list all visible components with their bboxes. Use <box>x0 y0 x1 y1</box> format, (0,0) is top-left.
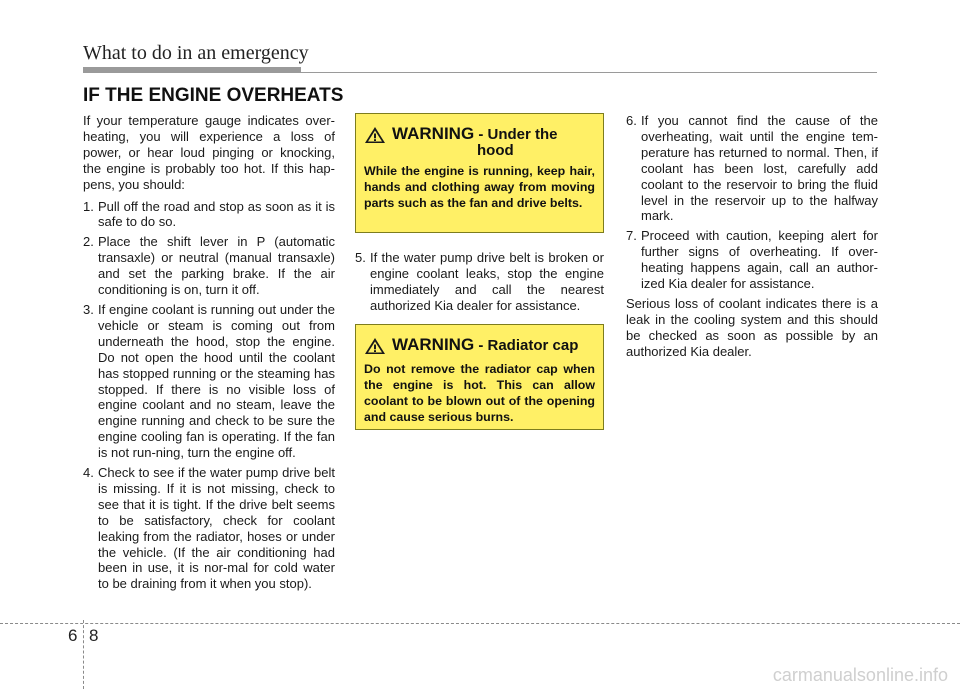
list-number: 7. <box>626 228 637 244</box>
list-item-1 <box>83 199 335 231</box>
column-1 <box>83 113 335 592</box>
list-text: If you cannot find the cause of the overheating, wait until the engine tem-perature has returned to normal. Then, if coolant has been lost, carefully add coolant to the reservoir to bring the fluid level in the reservoir up to the halfway mark. <box>641 113 878 224</box>
warning-subtitle-continued: hood <box>477 142 514 159</box>
warning-subtitle: - Under the <box>478 126 558 143</box>
header-rule <box>83 72 877 73</box>
page-number: 8 <box>89 626 99 645</box>
warning-title <box>392 337 578 354</box>
warning-label: WARNING <box>392 124 475 143</box>
list-item-2 <box>83 234 335 298</box>
list-text: Place the shift lever in P (automatic transaxle) or neutral (manual transaxle) and set the parking brake. If the air conditioning is on, turn it off. <box>98 234 335 298</box>
running-header-title: What to do in an emergency <box>83 42 309 64</box>
closing-paragraph: Serious loss of coolant indicates there is a leak in the cooling system and this should be checked as soon as possible by an authorized Kia dealer. <box>626 295 878 359</box>
list-item-3 <box>83 302 335 461</box>
list-text: Proceed with caution, keeping alert for further signs of overheating. If over-heating happens again, call an author-ized Kia dealer for assistance. <box>641 228 878 292</box>
warning-triangle-icon <box>364 337 386 355</box>
list-number: 2. <box>83 234 94 250</box>
warning-box-under-hood <box>355 113 604 233</box>
list-text: Check to see if the water pump drive belt is missing. If it is not missing, check to see that it is tight. If the drive belt seems to be satisfactory, check for coolant leaking from the radiator, hoses or under the vehicle. (If the air conditioning had been in use, it is nor-mal for cold water to be draining from it when you stop). <box>98 465 335 592</box>
column-2 <box>355 250 604 314</box>
warning-box-radiator-cap <box>355 324 604 430</box>
warning-header <box>364 337 578 355</box>
list-text: If the water pump drive belt is broken or engine coolant leaks, stop the engine immediately and call the nearest authorized Kia dealer for assistance. <box>370 250 604 313</box>
list-number: 6. <box>626 113 637 128</box>
intro-paragraph: If your temperature gauge indicates over-heating, you will experience a loss of power, or hear loud pinging or knocking, the engine is probably too hot. If this hap-pens, you should: <box>83 113 335 192</box>
warning-header <box>364 126 558 159</box>
list-item-5 <box>355 250 604 314</box>
footer-rule <box>0 623 960 625</box>
list-item-6 <box>626 113 878 224</box>
warning-label: WARNING <box>392 335 475 354</box>
list-number: 1. <box>83 198 94 214</box>
warning-triangle-icon <box>364 126 386 144</box>
warning-body: Do not remove the radiator cap when the engine is hot. This can allow coolant to be blown out of the opening and cause serious burns. <box>364 362 595 424</box>
list-text: Pull off the road and stop as soon as it is safe to do so. <box>98 198 335 230</box>
warning-subtitle: - Radiator cap <box>478 337 579 354</box>
list-item-7 <box>626 228 878 292</box>
list-number: 5. <box>355 250 366 265</box>
section-title: IF THE ENGINE OVERHEATS <box>83 85 344 106</box>
list-item-4 <box>83 465 335 592</box>
column-3 <box>626 113 878 360</box>
list-number: 3. <box>83 301 94 317</box>
list-text: If engine coolant is running out under the vehicle or steam is coming out from underneath the hood, stop the engine. Do not open the hood until the coolant has stopped running or the steaming has stopped. If there is no visible loss of engine coolant and no steam, leave the engine running and check to be sure the engine cooling fan is operating. If the fan is not run-ning, turn the engine off. <box>98 301 335 461</box>
list-number: 4. <box>83 465 94 481</box>
chapter-number: 6 <box>68 626 78 645</box>
watermark: carmanualsonline.info <box>772 665 948 685</box>
warning-body: While the engine is running, keep hair, hands and clothing away from moving parts such as the fan and drive belts. <box>364 164 595 210</box>
page-number-divider <box>83 620 85 689</box>
warning-title <box>392 126 558 159</box>
